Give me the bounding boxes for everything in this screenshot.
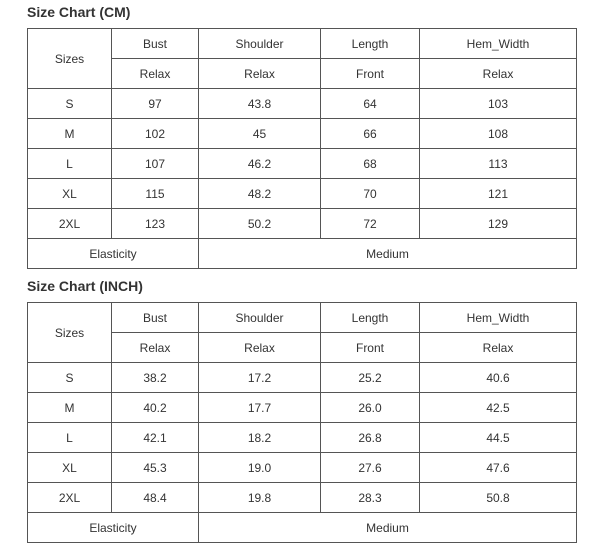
hem-width-cell: 40.6 xyxy=(420,363,577,393)
table-row xyxy=(28,393,577,423)
column-subheader-hem-width: Relax xyxy=(420,59,577,89)
column-header-length: Length xyxy=(321,303,420,333)
elasticity-label: Elasticity xyxy=(28,239,199,269)
sizes-header-cell: Sizes xyxy=(28,29,112,89)
length-cell: 26.8 xyxy=(321,423,420,453)
hem-width-cell: 103 xyxy=(420,89,577,119)
elasticity-value: Medium xyxy=(199,513,577,543)
shoulder-cell: 45 xyxy=(199,119,321,149)
hem-width-cell: 50.8 xyxy=(420,483,577,513)
hem-width-cell: 129 xyxy=(420,209,577,239)
hem-width-cell: 47.6 xyxy=(420,453,577,483)
bust-cell: 42.1 xyxy=(112,423,199,453)
size-cell: 2XL xyxy=(28,483,112,513)
hem-width-cell: 108 xyxy=(420,119,577,149)
column-header-bust: Bust xyxy=(112,29,199,59)
length-cell: 70 xyxy=(321,179,420,209)
table-row xyxy=(28,119,577,149)
size-chart-inch-table xyxy=(27,302,577,543)
shoulder-cell: 43.8 xyxy=(199,89,321,119)
bust-cell: 45.3 xyxy=(112,453,199,483)
column-subheader-shoulder: Relax xyxy=(199,333,321,363)
length-cell: 27.6 xyxy=(321,453,420,483)
length-cell: 64 xyxy=(321,89,420,119)
shoulder-cell: 17.2 xyxy=(199,363,321,393)
table-row xyxy=(28,363,577,393)
size-cell: XL xyxy=(28,453,112,483)
column-header-shoulder: Shoulder xyxy=(199,303,321,333)
column-subheader-bust: Relax xyxy=(112,59,199,89)
column-header-hem-width: Hem_Width xyxy=(420,303,577,333)
hem-width-cell: 113 xyxy=(420,149,577,179)
header-row xyxy=(28,29,577,59)
shoulder-cell: 17.7 xyxy=(199,393,321,423)
length-cell: 66 xyxy=(321,119,420,149)
hem-width-cell: 44.5 xyxy=(420,423,577,453)
length-cell: 25.2 xyxy=(321,363,420,393)
length-cell: 26.0 xyxy=(321,393,420,423)
bust-cell: 40.2 xyxy=(112,393,199,423)
elasticity-value: Medium xyxy=(199,239,577,269)
shoulder-cell: 50.2 xyxy=(199,209,321,239)
table-row xyxy=(28,179,577,209)
column-subheader-length: Front xyxy=(321,333,420,363)
shoulder-cell: 46.2 xyxy=(199,149,321,179)
size-chart-cm-table xyxy=(27,28,577,269)
length-cell: 72 xyxy=(321,209,420,239)
hem-width-cell: 42.5 xyxy=(420,393,577,423)
elasticity-label: Elasticity xyxy=(28,513,199,543)
shoulder-cell: 19.0 xyxy=(199,453,321,483)
hem-width-cell: 121 xyxy=(420,179,577,209)
length-cell: 68 xyxy=(321,149,420,179)
length-cell: 28.3 xyxy=(321,483,420,513)
sizes-header-cell: Sizes xyxy=(28,303,112,363)
table-row xyxy=(28,423,577,453)
column-subheader-length: Front xyxy=(321,59,420,89)
bust-cell: 115 xyxy=(112,179,199,209)
shoulder-cell: 19.8 xyxy=(199,483,321,513)
column-subheader-hem-width: Relax xyxy=(420,333,577,363)
shoulder-cell: 48.2 xyxy=(199,179,321,209)
column-subheader-shoulder: Relax xyxy=(199,59,321,89)
column-header-shoulder: Shoulder xyxy=(199,29,321,59)
size-cell: L xyxy=(28,423,112,453)
column-subheader-bust: Relax xyxy=(112,333,199,363)
size-cell: L xyxy=(28,149,112,179)
shoulder-cell: 18.2 xyxy=(199,423,321,453)
size-cell: M xyxy=(28,119,112,149)
size-cell: 2XL xyxy=(28,209,112,239)
bust-cell: 38.2 xyxy=(112,363,199,393)
header-row xyxy=(28,303,577,333)
elasticity-row xyxy=(28,239,577,269)
table-row xyxy=(28,453,577,483)
bust-cell: 107 xyxy=(112,149,199,179)
size-cell: S xyxy=(28,89,112,119)
elasticity-row xyxy=(28,513,577,543)
column-header-length: Length xyxy=(321,29,420,59)
table-row xyxy=(28,483,577,513)
table-row xyxy=(28,89,577,119)
size-cell: S xyxy=(28,363,112,393)
size-chart-inch-title: Size Chart (INCH) xyxy=(27,278,143,294)
bust-cell: 102 xyxy=(112,119,199,149)
table-row xyxy=(28,209,577,239)
column-header-hem-width: Hem_Width xyxy=(420,29,577,59)
column-header-bust: Bust xyxy=(112,303,199,333)
bust-cell: 123 xyxy=(112,209,199,239)
size-chart-cm-title: Size Chart (CM) xyxy=(27,4,131,20)
bust-cell: 97 xyxy=(112,89,199,119)
bust-cell: 48.4 xyxy=(112,483,199,513)
table-row xyxy=(28,149,577,179)
size-cell: XL xyxy=(28,179,112,209)
size-cell: M xyxy=(28,393,112,423)
